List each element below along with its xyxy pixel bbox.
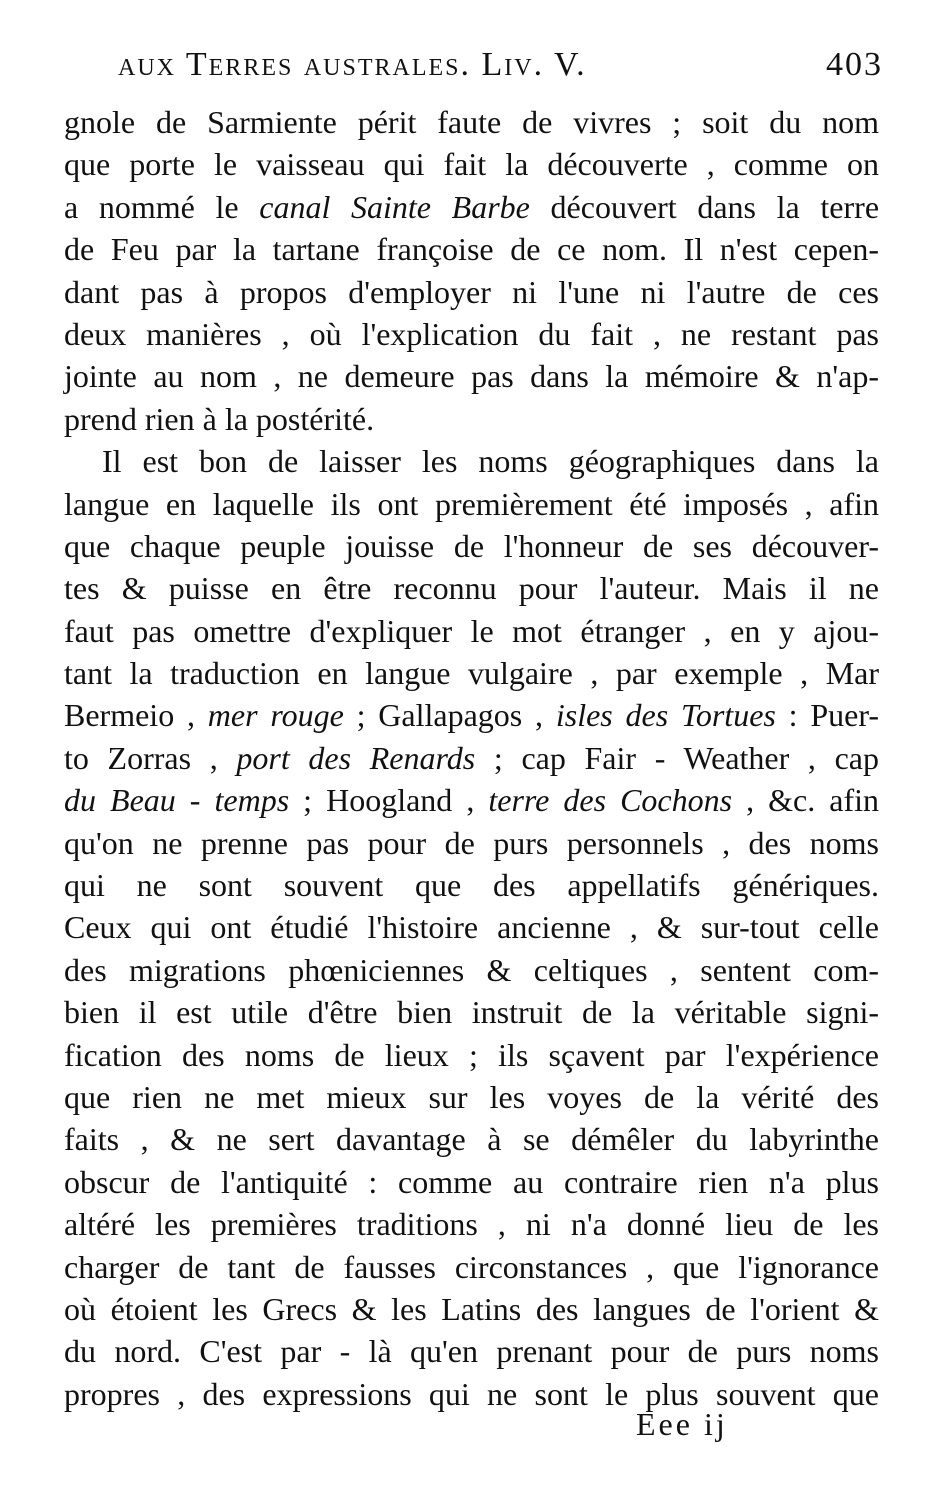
text-line: obscur de l'antiquité : comme au contraire rien n'a plus (64, 1163, 879, 1200)
text-line: où étoient les Grecs & les Latins des langues de l'orient & (64, 1290, 879, 1327)
text-line: faut pas omettre d'expliquer le mot étranger , en y ajou- (64, 612, 879, 649)
text-line: Ceux qui ont étudié l'histoire ancienne , & sur-tout celle (64, 909, 879, 946)
italic-text: mer rouge (207, 697, 344, 734)
text-line: prend rien à la postérité. (64, 400, 375, 437)
italic-text: port des Renards (236, 739, 476, 776)
text-line: que porte le vaisseau qui fait la découverte , comme on (64, 146, 879, 183)
text-line: du nord. C'est par - là qu'en prenant pour de purs noms (64, 1333, 879, 1370)
text-line: qui ne sont souvent que des appellatifs génériques. (64, 867, 879, 904)
text-line: charger de tant de fausses circonstances , que l'ignorance (64, 1248, 879, 1285)
text-line: to Zorras , port des Renards ; cap Fair - Weather , cap (64, 739, 880, 776)
text-line: a nommé le canal Sainte Barbe découvert dans la terre (64, 188, 880, 225)
text-line: qu'on ne prenne pas pour de purs personnels , des noms (64, 824, 879, 861)
text-line: dant pas à propos d'employer ni l'une ni l'autre de ces (64, 273, 879, 310)
running-title: aux Terres australes. Liv. V. (118, 46, 587, 83)
text-line: que rien ne met mieux sur les voyes de la vérité des (64, 1078, 879, 1115)
text-line: propres , des expressions qui ne sont le plus souvent que (64, 1375, 879, 1412)
paragraph-2 (64, 440, 879, 1415)
signature-mark: Eee ij (636, 1406, 728, 1442)
text-line: langue en laquelle ils ont premièrement été imposés , afin (64, 485, 879, 522)
text-line: Il est bon de laisser les noms géographiques dans la (102, 443, 879, 480)
text-line: de Feu par la tartane françoise de ce nom. Il n'est cepen- (64, 231, 879, 268)
page-header (118, 46, 883, 86)
italic-text: isles des Tortues (555, 697, 776, 734)
italic-text: canal Sainte Barbe (259, 188, 530, 225)
paragraph-1 (64, 101, 879, 440)
italic-text: terre des Cochons (488, 782, 733, 819)
text-line: deux manières , où l'explication du fait , ne restant pas (64, 315, 879, 352)
body-text (64, 101, 879, 1415)
text-line: tant la traduction en langue vulgaire , par exemple , Mar (64, 655, 879, 692)
text-line: fication des noms de lieux ; ils sçavent par l'expérience (64, 1036, 879, 1073)
italic-text: du Beau - temps (64, 782, 290, 819)
text-line: gnole de Sarmiente périt faute de vivres ; soit du nom (64, 104, 879, 140)
text-line: du Beau - temps ; Hoogland , terre des Cochons , &c. afin (64, 782, 880, 819)
text-line: des migrations phœniciennes & celtiques , sentent com- (64, 951, 879, 988)
text-line: faits , & ne sert davantage à se démêler du labyrinthe (64, 1121, 879, 1158)
text-line: tes & puisse en être reconnu pour l'auteur. Mais il ne (64, 570, 879, 607)
text-line: que chaque peuple jouisse de l'honneur de ses découver- (64, 527, 879, 564)
text-line: altéré les premières traditions , ni n'a donné lieu de les (64, 1206, 879, 1243)
text-line: jointe au nom , ne demeure pas dans la mémoire & n'ap- (64, 358, 879, 395)
page-number: 403 (826, 46, 883, 83)
text-line: Bermeio , mer rouge ; Gallapagos , isles des Tortues : Puer- (64, 697, 879, 734)
text-line: bien il est utile d'être bien instruit de la véritable signi- (64, 994, 879, 1031)
